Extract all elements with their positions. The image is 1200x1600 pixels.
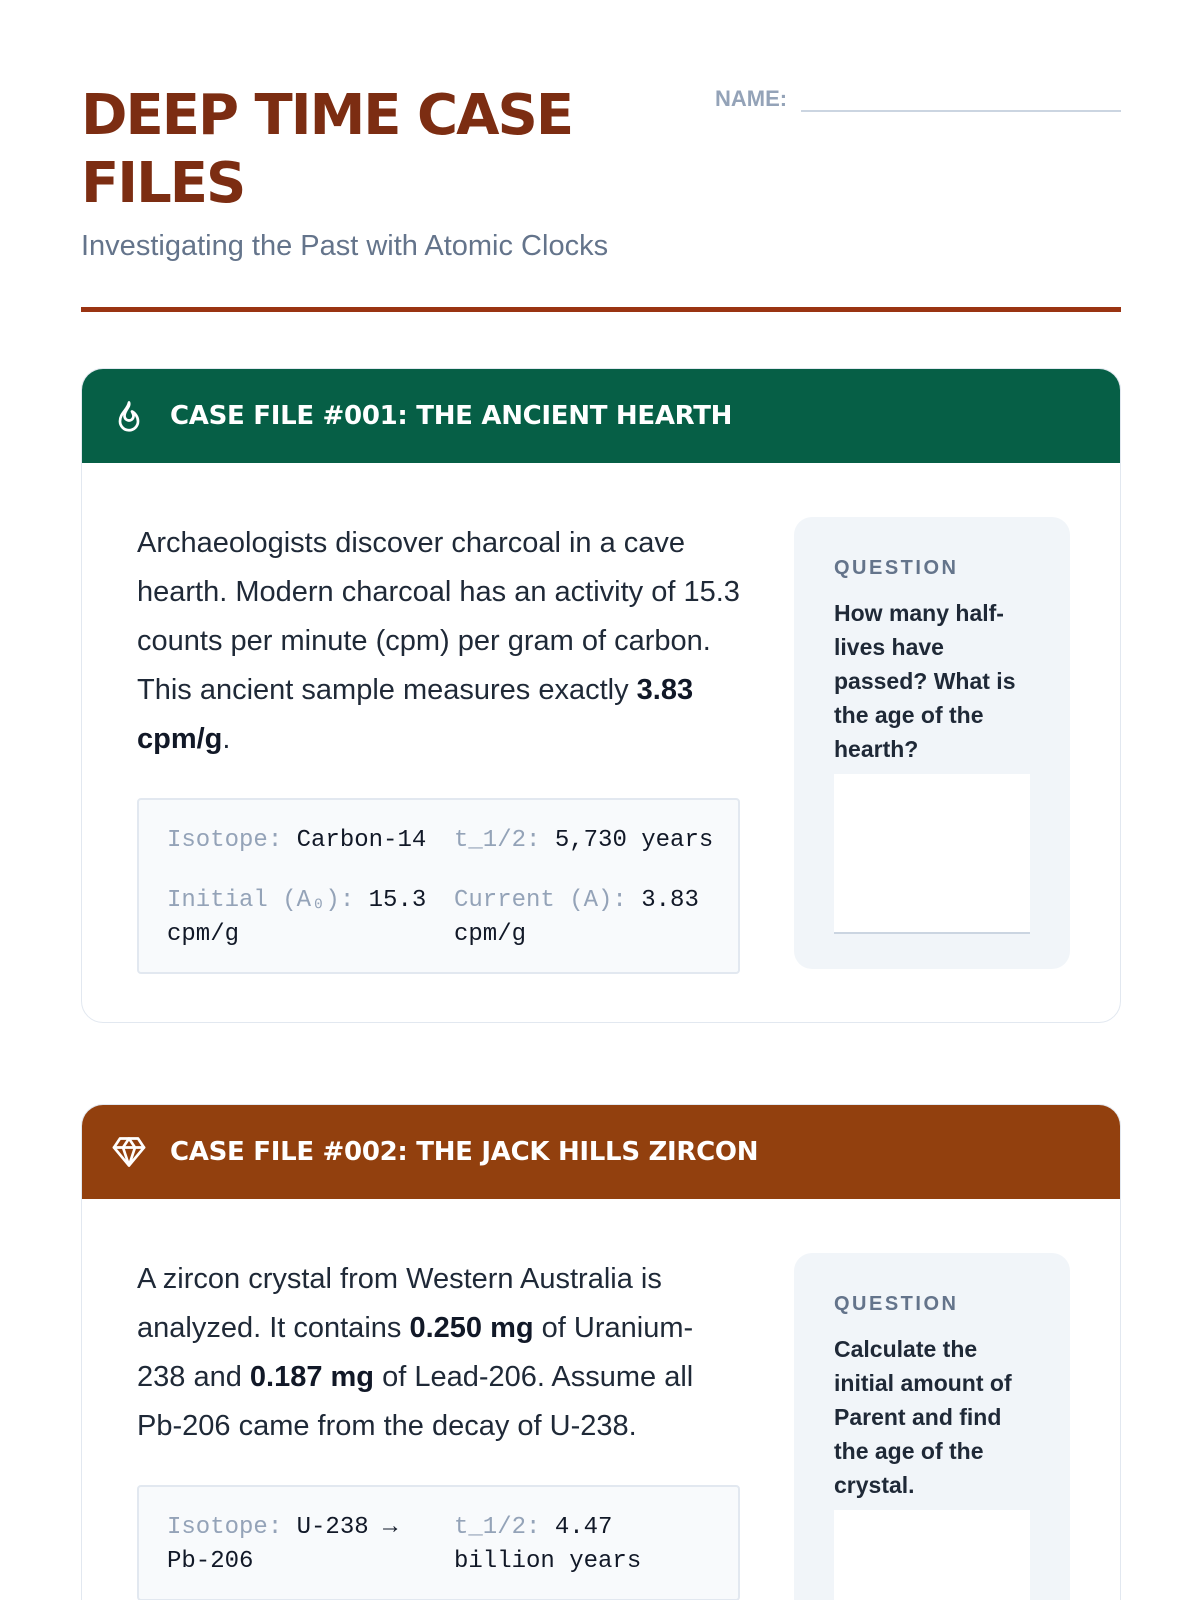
question-label: QUESTION [834, 1293, 959, 1315]
data-value: Carbon-14 [296, 827, 427, 854]
data-value: 15.3 cpm/g [167, 887, 427, 948]
name-input-line[interactable] [801, 86, 1121, 112]
worksheet-header [81, 82, 1121, 263]
data-value: 4.47 billion years [454, 1514, 642, 1575]
page-title: DEEP TIME CASE FILES [81, 83, 573, 216]
case-body [137, 1255, 740, 1600]
case-card-002 [81, 1104, 1121, 1600]
case-card-header [82, 369, 1120, 463]
data-key: t_1/2: [454, 1514, 541, 1541]
narrative-text: A zircon crystal from Western Australia is analyzed. It contains [137, 1263, 662, 1344]
half-life-cell [454, 1511, 714, 1579]
isotope-data-box [137, 1485, 740, 1600]
gem-icon [110, 1133, 148, 1171]
case-card-header [82, 1105, 1120, 1199]
name-label: NAME: [715, 86, 788, 111]
narrative-emphasis: 3.83 cpm/g [137, 674, 694, 755]
case-title: CASE FILE #002: THE JACK HILLS ZIRCON [170, 1137, 759, 1167]
isotope-cell [167, 824, 454, 858]
data-value: 3.83 cpm/g [454, 887, 699, 948]
narrative-text: of Uranium-238 and [137, 1312, 694, 1393]
question-label: QUESTION [834, 557, 959, 579]
question-panel [794, 517, 1070, 969]
data-value: U-238 → Pb-206 [167, 1514, 398, 1575]
data-key: t_1/2: [454, 827, 541, 854]
question-text: How many half-lives have passed? What is the age of the hearth? [834, 600, 1016, 762]
isotope-cell [167, 1511, 454, 1579]
current-activity-cell [454, 884, 714, 952]
answer-area[interactable] [834, 1510, 1030, 1600]
header-divider [81, 307, 1121, 312]
data-key: Initial (A₀): [167, 887, 355, 914]
answer-area[interactable] [834, 774, 1030, 934]
data-key: Current (A): [454, 887, 627, 914]
narrative-text: of Lead-206. Assume all Pb-206 came from the decay of U-238. [137, 1361, 694, 1442]
narrative-text: Archaeologists discover charcoal in a cave hearth. Modern charcoal has an activity of 15.3 counts per minute (cpm) per gram of carbon. This ancient sample measures exactly [137, 527, 740, 706]
case-narrative [137, 1255, 740, 1451]
initial-activity-cell [167, 884, 454, 952]
narrative-text: . [222, 723, 231, 755]
narrative-emphasis: 0.250 mg [409, 1312, 534, 1344]
flame-icon [110, 397, 148, 435]
data-value: 5,730 years [554, 827, 714, 854]
data-key: Isotope: [167, 1514, 283, 1541]
case-card-001 [81, 368, 1121, 1023]
case-title: CASE FILE #001: THE ANCIENT HEARTH [170, 401, 733, 431]
case-narrative [137, 519, 740, 764]
page-subtitle: Investigating the Past with Atomic Clocks [81, 230, 609, 262]
isotope-data-box [137, 798, 740, 974]
half-life-cell [454, 824, 714, 858]
question-panel [794, 1253, 1070, 1600]
case-body [137, 519, 740, 974]
narrative-emphasis: 0.187 mg [249, 1361, 375, 1393]
name-field-row [715, 86, 1121, 112]
question-text: Calculate the initial amount of Parent and find the age of the crystal. [834, 1336, 1012, 1498]
data-key: Isotope: [167, 827, 283, 854]
